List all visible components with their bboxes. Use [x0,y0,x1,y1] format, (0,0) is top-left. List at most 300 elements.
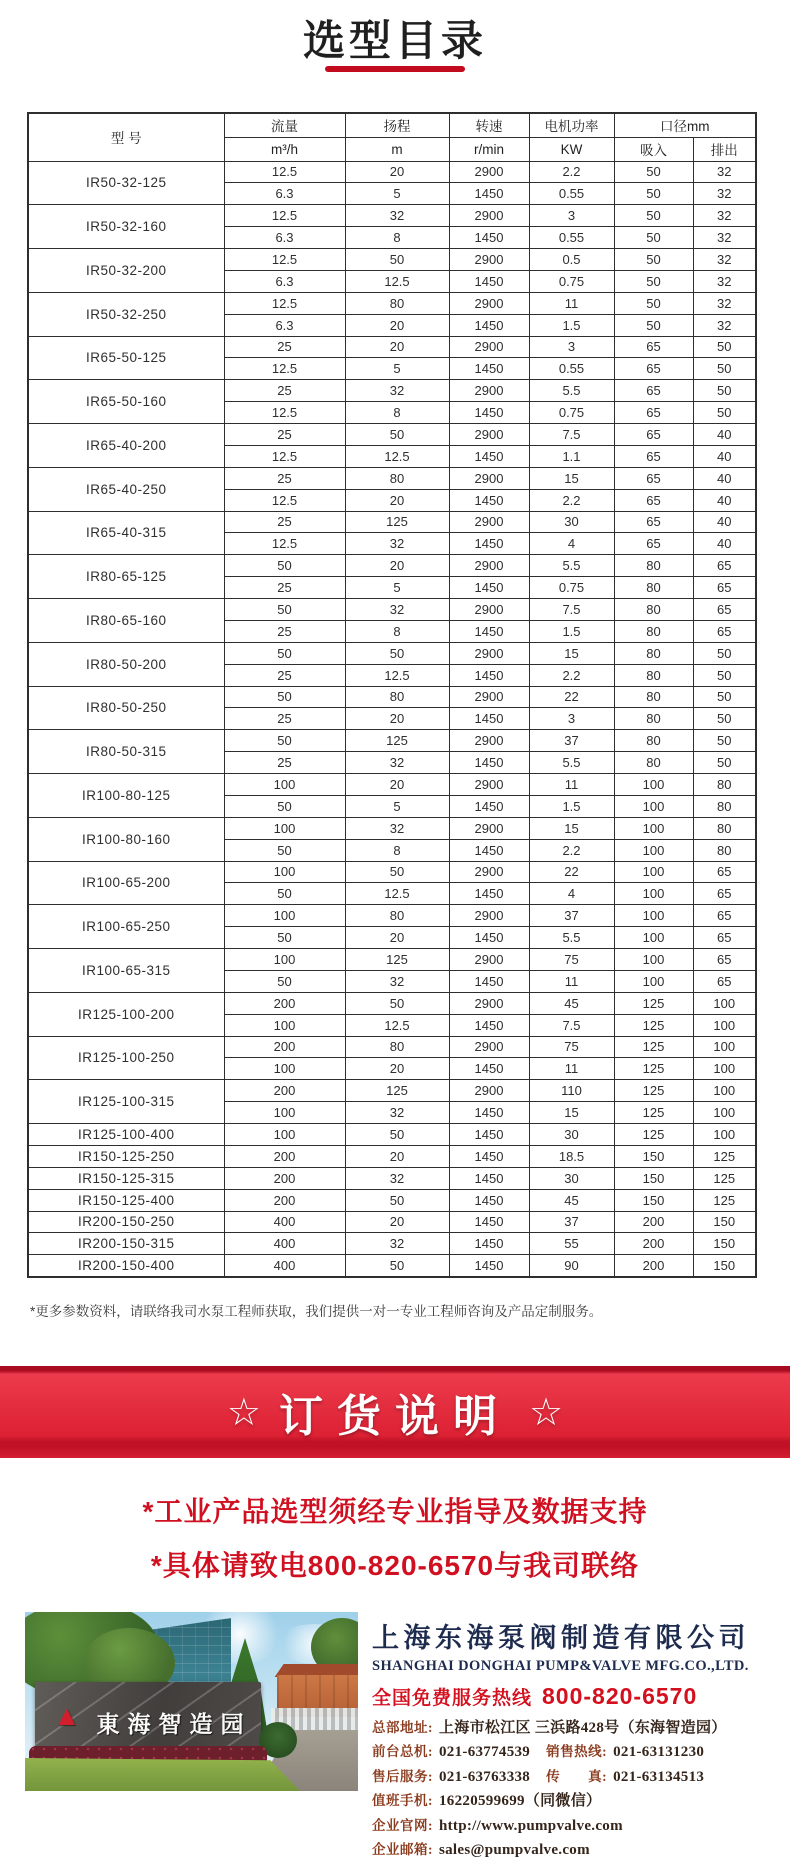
spec-cell: 2900 [449,380,529,402]
spec-cell: 80 [345,905,449,927]
spec-cell: 200 [224,1145,345,1167]
spec-cell: 12.5 [224,249,345,271]
spec-cell: 50 [693,708,756,730]
spec-cell: 20 [345,927,449,949]
star-icon: ☆ [226,1391,261,1434]
spec-cell: 80 [614,577,693,599]
spec-cell: 32 [693,270,756,292]
spec-cell: 1450 [449,445,529,467]
spec-cell: 1450 [449,1233,529,1255]
spec-cell: 1450 [449,970,529,992]
spec-cell: 22 [529,861,614,883]
spec-cell: 65 [693,970,756,992]
contact-label: 总部地址: [372,1720,433,1735]
spec-cell: 1450 [449,708,529,730]
table-row [28,249,756,271]
contact-label: 传 真: [546,1768,608,1784]
spec-cell: 50 [614,314,693,336]
spec-cell: 25 [224,577,345,599]
spec-cell: 32 [345,533,449,555]
spec-cell: 32 [345,817,449,839]
spec-cell: 3 [529,708,614,730]
spec-cell: 80 [614,664,693,686]
spec-cell: 2900 [449,992,529,1014]
spec-cell: 2900 [449,511,529,533]
spec-cell: 50 [693,402,756,424]
model-cell: IR50-32-160 [28,205,224,249]
spec-cell: 1.5 [529,314,614,336]
spec-cell: 400 [224,1233,345,1255]
order-banner [0,1366,790,1458]
spec-cell: 200 [614,1211,693,1233]
spec-cell: 12.5 [224,489,345,511]
model-cell: IR200-150-400 [28,1255,224,1277]
spec-cell: 200 [224,1189,345,1211]
spec-cell: 1450 [449,620,529,642]
contact-label: 前台总机: [372,1744,433,1760]
spec-cell: 200 [224,1080,345,1102]
spec-cell: 1.5 [529,620,614,642]
page-title: 选型目录 [302,17,487,64]
header-power-unit: KW [529,137,614,161]
spec-cell: 125 [614,1080,693,1102]
model-cell: IR50-32-200 [28,249,224,293]
spec-cell: 125 [614,1058,693,1080]
spec-cell: 125 [345,511,449,533]
spec-cell: 50 [614,270,693,292]
contact-value: 021-63134513 [613,1768,705,1785]
spec-cell: 65 [614,424,693,446]
spec-cell: 150 [693,1233,756,1255]
spec-cell: 100 [614,927,693,949]
spec-cell: 65 [614,445,693,467]
header-power: 电机功率 [529,113,614,137]
table-row [28,511,756,533]
spec-cell: 1.5 [529,795,614,817]
spec-cell: 80 [693,817,756,839]
spec-cell: 2900 [449,292,529,314]
spec-table-wrap [27,112,755,1278]
spec-cell: 30 [529,1124,614,1146]
spec-cell: 100 [693,1080,756,1102]
table-row [28,1167,756,1189]
spec-cell: 65 [614,467,693,489]
spec-cell: 50 [224,970,345,992]
spec-cell: 6.3 [224,314,345,336]
spec-cell: 50 [224,795,345,817]
spec-cell: 50 [345,861,449,883]
model-cell: IR100-80-160 [28,817,224,861]
spec-cell: 1450 [449,577,529,599]
spec-cell: 1450 [449,927,529,949]
spec-cell: 15 [529,1102,614,1124]
table-row [28,642,756,664]
model-cell: IR125-100-250 [28,1036,224,1080]
contact-value: 16220599699（同微信） [439,1793,602,1810]
spec-cell: 100 [614,795,693,817]
table-row [28,730,756,752]
spec-cell: 65 [693,620,756,642]
spec-cell: 11 [529,292,614,314]
model-cell: IR125-100-200 [28,992,224,1036]
table-row [28,1233,756,1255]
spec-cell: 125 [614,1036,693,1058]
contact-label: 销售热线: [546,1744,608,1760]
contact-line [372,1740,790,1764]
spec-cell: 75 [529,949,614,971]
spec-cell: 1450 [449,1167,529,1189]
spec-cell: 40 [693,533,756,555]
spec-cell: 32 [693,314,756,336]
model-cell: IR100-65-200 [28,861,224,905]
spec-cell: 6.3 [224,270,345,292]
spec-cell: 2900 [449,861,529,883]
spec-cell: 100 [614,839,693,861]
model-cell: IR200-150-250 [28,1211,224,1233]
spec-cell: 125 [693,1145,756,1167]
spec-cell: 5.5 [529,752,614,774]
spec-cell: 1450 [449,183,529,205]
spec-cell: 50 [224,686,345,708]
header-flow-unit: m³/h [224,137,345,161]
spec-cell: 25 [224,380,345,402]
spec-cell: 150 [693,1211,756,1233]
spec-cell: 25 [224,336,345,358]
contact-value: http://www.pumpvalve.com [439,1817,623,1834]
spec-cell: 50 [614,205,693,227]
spec-cell: 1450 [449,314,529,336]
table-row [28,1189,756,1211]
footnote: *更多参数资料，请联络我司水泵工程师获取，我们提供一对一专业工程师咨询及产品定制服务。 [30,1304,603,1319]
sign-text: 東海智造园 [96,1711,252,1737]
table-row [28,380,756,402]
table-row [28,1255,756,1277]
spec-cell: 200 [224,1036,345,1058]
spec-cell: 32 [345,1167,449,1189]
spec-cell: 100 [693,1124,756,1146]
spec-cell: 3 [529,205,614,227]
spec-cell: 80 [345,467,449,489]
spec-cell: 50 [693,358,756,380]
spec-cell: 32 [345,1102,449,1124]
contact-line [372,1838,790,1862]
spec-cell: 1450 [449,883,529,905]
contact-list [372,1716,790,1862]
spec-cell: 50 [614,183,693,205]
spec-cell: 2900 [449,686,529,708]
spec-cell: 8 [345,227,449,249]
spec-cell: 4 [529,883,614,905]
spec-cell: 8 [345,839,449,861]
header-speed: 转速 [449,113,529,137]
star-icon: ☆ [529,1391,564,1434]
spec-cell: 4 [529,533,614,555]
spec-cell: 3 [529,336,614,358]
spec-cell: 25 [224,424,345,446]
spec-cell: 2900 [449,599,529,621]
spec-cell: 90 [529,1255,614,1277]
spec-cell: 65 [693,905,756,927]
table-row [28,992,756,1014]
spec-cell: 22 [529,686,614,708]
spec-cell: 150 [614,1189,693,1211]
model-cell: IR150-125-250 [28,1145,224,1167]
spec-cell: 125 [345,1080,449,1102]
spec-cell: 125 [614,992,693,1014]
spec-cell: 50 [614,249,693,271]
spec-cell: 1450 [449,752,529,774]
spec-cell: 0.55 [529,358,614,380]
contact-value: 上海市松江区 三浜路428号（东海智造园） [439,1720,727,1736]
spec-cell: 2.2 [529,161,614,183]
spec-cell: 100 [224,1124,345,1146]
spec-cell: 1450 [449,270,529,292]
spec-cell: 100 [614,883,693,905]
spec-cell: 32 [345,970,449,992]
spec-cell: 80 [345,292,449,314]
spec-cell: 65 [693,949,756,971]
spec-cell: 80 [345,686,449,708]
table-row [28,424,756,446]
spec-cell: 32 [693,249,756,271]
spec-cell: 80 [614,730,693,752]
spec-cell: 1450 [449,1124,529,1146]
company-info [372,1616,790,1862]
spec-cell: 5.5 [529,555,614,577]
spec-cell: 2900 [449,730,529,752]
spec-cell: 25 [224,511,345,533]
spec-cell: 32 [345,205,449,227]
spec-cell: 32 [345,380,449,402]
donghai-logo-icon: ▲ [53,1700,81,1731]
spec-cell: 110 [529,1080,614,1102]
spec-cell: 2900 [449,642,529,664]
spec-cell: 50 [345,424,449,446]
header-diameter: 口径mm [614,113,756,137]
contact-line [372,1765,790,1789]
spec-cell: 100 [614,774,693,796]
spec-cell: 100 [693,1036,756,1058]
spec-cell: 65 [614,380,693,402]
spec-cell: 100 [224,949,345,971]
spec-cell: 8 [345,620,449,642]
spec-cell: 25 [224,664,345,686]
spec-cell: 2900 [449,424,529,446]
spec-cell: 400 [224,1255,345,1277]
spec-cell: 65 [693,927,756,949]
spec-cell: 2900 [449,161,529,183]
contact-value: 021-63763338 [439,1768,531,1785]
spec-cell: 0.55 [529,227,614,249]
model-cell: IR100-65-250 [28,905,224,949]
spec-cell: 37 [529,1211,614,1233]
spec-cell: 5 [345,795,449,817]
spec-cell: 50 [224,642,345,664]
spec-cell: 125 [693,1189,756,1211]
spec-cell: 1450 [449,664,529,686]
spec-cell: 25 [224,467,345,489]
spec-cell: 7.5 [529,599,614,621]
spec-cell: 80 [614,752,693,774]
spec-cell: 50 [224,839,345,861]
contact-value: 021-63131230 [613,1744,705,1761]
service-hotline [372,1683,790,1710]
spec-cell: 32 [345,752,449,774]
table-row [28,949,756,971]
spec-cell: 50 [693,664,756,686]
table-row [28,599,756,621]
spec-cell: 32 [693,292,756,314]
spec-cell: 100 [224,1102,345,1124]
contact-line [372,1789,790,1813]
spec-cell: 65 [614,358,693,380]
spec-cell: 50 [224,599,345,621]
spec-cell: 5.5 [529,380,614,402]
table-row [28,905,756,927]
spec-cell: 2.2 [529,664,614,686]
spec-cell: 100 [614,905,693,927]
spec-cell: 65 [614,511,693,533]
spec-cell: 50 [693,642,756,664]
spec-cell: 100 [614,861,693,883]
spec-cell: 65 [693,883,756,905]
spec-cell: 1450 [449,839,529,861]
spec-cell: 11 [529,970,614,992]
spec-cell: 55 [529,1233,614,1255]
spec-cell: 12.5 [224,161,345,183]
spec-cell: 100 [224,1014,345,1036]
spec-cell: 100 [614,817,693,839]
spec-cell: 100 [224,1058,345,1080]
spec-cell: 50 [693,686,756,708]
spec-cell: 45 [529,992,614,1014]
header-head-unit: m [345,137,449,161]
spec-cell: 125 [345,730,449,752]
spec-cell: 20 [345,774,449,796]
spec-cell: 11 [529,774,614,796]
spec-cell: 1450 [449,1255,529,1277]
spec-cell: 0.55 [529,183,614,205]
spec-cell: 20 [345,314,449,336]
spec-cell: 32 [693,183,756,205]
table-row [28,555,756,577]
contact-label: 企业官网: [372,1817,433,1833]
contact-label: 企业邮箱: [372,1841,433,1857]
spec-cell: 50 [345,642,449,664]
spec-cell: 100 [614,949,693,971]
spec-cell: 0.75 [529,270,614,292]
header-model: 型 号 [28,113,224,161]
hotline-label: 全国免费服务热线 [372,1688,533,1709]
spec-cell: 100 [693,992,756,1014]
spec-cell: 75 [529,1036,614,1058]
spec-cell: 80 [614,708,693,730]
spec-cell: 80 [614,599,693,621]
spec-cell: 12.5 [224,402,345,424]
spec-cell: 125 [693,1167,756,1189]
spec-cell: 100 [224,774,345,796]
spec-cell: 37 [529,905,614,927]
spec-cell: 5 [345,183,449,205]
spec-cell: 80 [614,686,693,708]
spec-cell: 80 [614,620,693,642]
header-suction: 吸入 [614,137,693,161]
spec-cell: 150 [614,1167,693,1189]
spec-cell: 30 [529,1167,614,1189]
spec-cell: 65 [614,402,693,424]
model-cell: IR50-32-125 [28,161,224,205]
spec-cell: 65 [693,599,756,621]
spec-cell: 50 [345,249,449,271]
model-cell: IR65-40-315 [28,511,224,555]
spec-cell: 65 [614,489,693,511]
model-cell: IR100-65-315 [28,949,224,993]
spec-cell: 32 [693,227,756,249]
spec-cell: 2900 [449,817,529,839]
spec-cell: 150 [693,1255,756,1277]
spec-cell: 32 [345,599,449,621]
spec-cell: 50 [345,1255,449,1277]
spec-cell: 50 [693,336,756,358]
spec-cell: 65 [614,336,693,358]
spec-cell: 1450 [449,1145,529,1167]
spec-cell: 0.5 [529,249,614,271]
model-cell: IR65-50-125 [28,336,224,380]
table-row [28,817,756,839]
spec-cell: 2900 [449,905,529,927]
spec-cell: 2900 [449,1080,529,1102]
spec-cell: 40 [693,424,756,446]
spec-cell: 50 [614,292,693,314]
spec-cell: 80 [693,795,756,817]
spec-cell: 2900 [449,949,529,971]
spec-cell: 100 [693,1058,756,1080]
spec-table-head [28,113,756,161]
spec-cell: 1450 [449,227,529,249]
spec-cell: 12.5 [224,292,345,314]
spec-cell: 15 [529,467,614,489]
model-cell: IR200-150-315 [28,1233,224,1255]
spec-cell: 100 [693,1102,756,1124]
table-row [28,1124,756,1146]
spec-cell: 125 [614,1102,693,1124]
model-cell: IR150-125-315 [28,1167,224,1189]
spec-cell: 2900 [449,774,529,796]
spec-cell: 200 [614,1233,693,1255]
banner-title: 订货说明 [279,1392,511,1441]
spec-cell: 1450 [449,1211,529,1233]
spec-cell: 100 [224,861,345,883]
spec-cell: 80 [345,1036,449,1058]
model-cell: IR80-50-250 [28,686,224,730]
spec-cell: 32 [345,1233,449,1255]
spec-cell: 1450 [449,1014,529,1036]
spec-cell: 125 [614,1124,693,1146]
spec-cell: 125 [614,1014,693,1036]
spec-cell: 20 [345,708,449,730]
spec-cell: 2900 [449,336,529,358]
spec-cell: 80 [614,642,693,664]
spec-cell: 12.5 [224,445,345,467]
spec-cell: 50 [614,161,693,183]
spec-cell: 200 [224,992,345,1014]
table-row [28,467,756,489]
spec-cell: 80 [693,774,756,796]
notice-line-1: *工业产品选型须经专业指导及数据支持 [142,1496,648,1527]
spec-cell: 150 [614,1145,693,1167]
spec-cell: 50 [224,555,345,577]
spec-cell: 2900 [449,467,529,489]
